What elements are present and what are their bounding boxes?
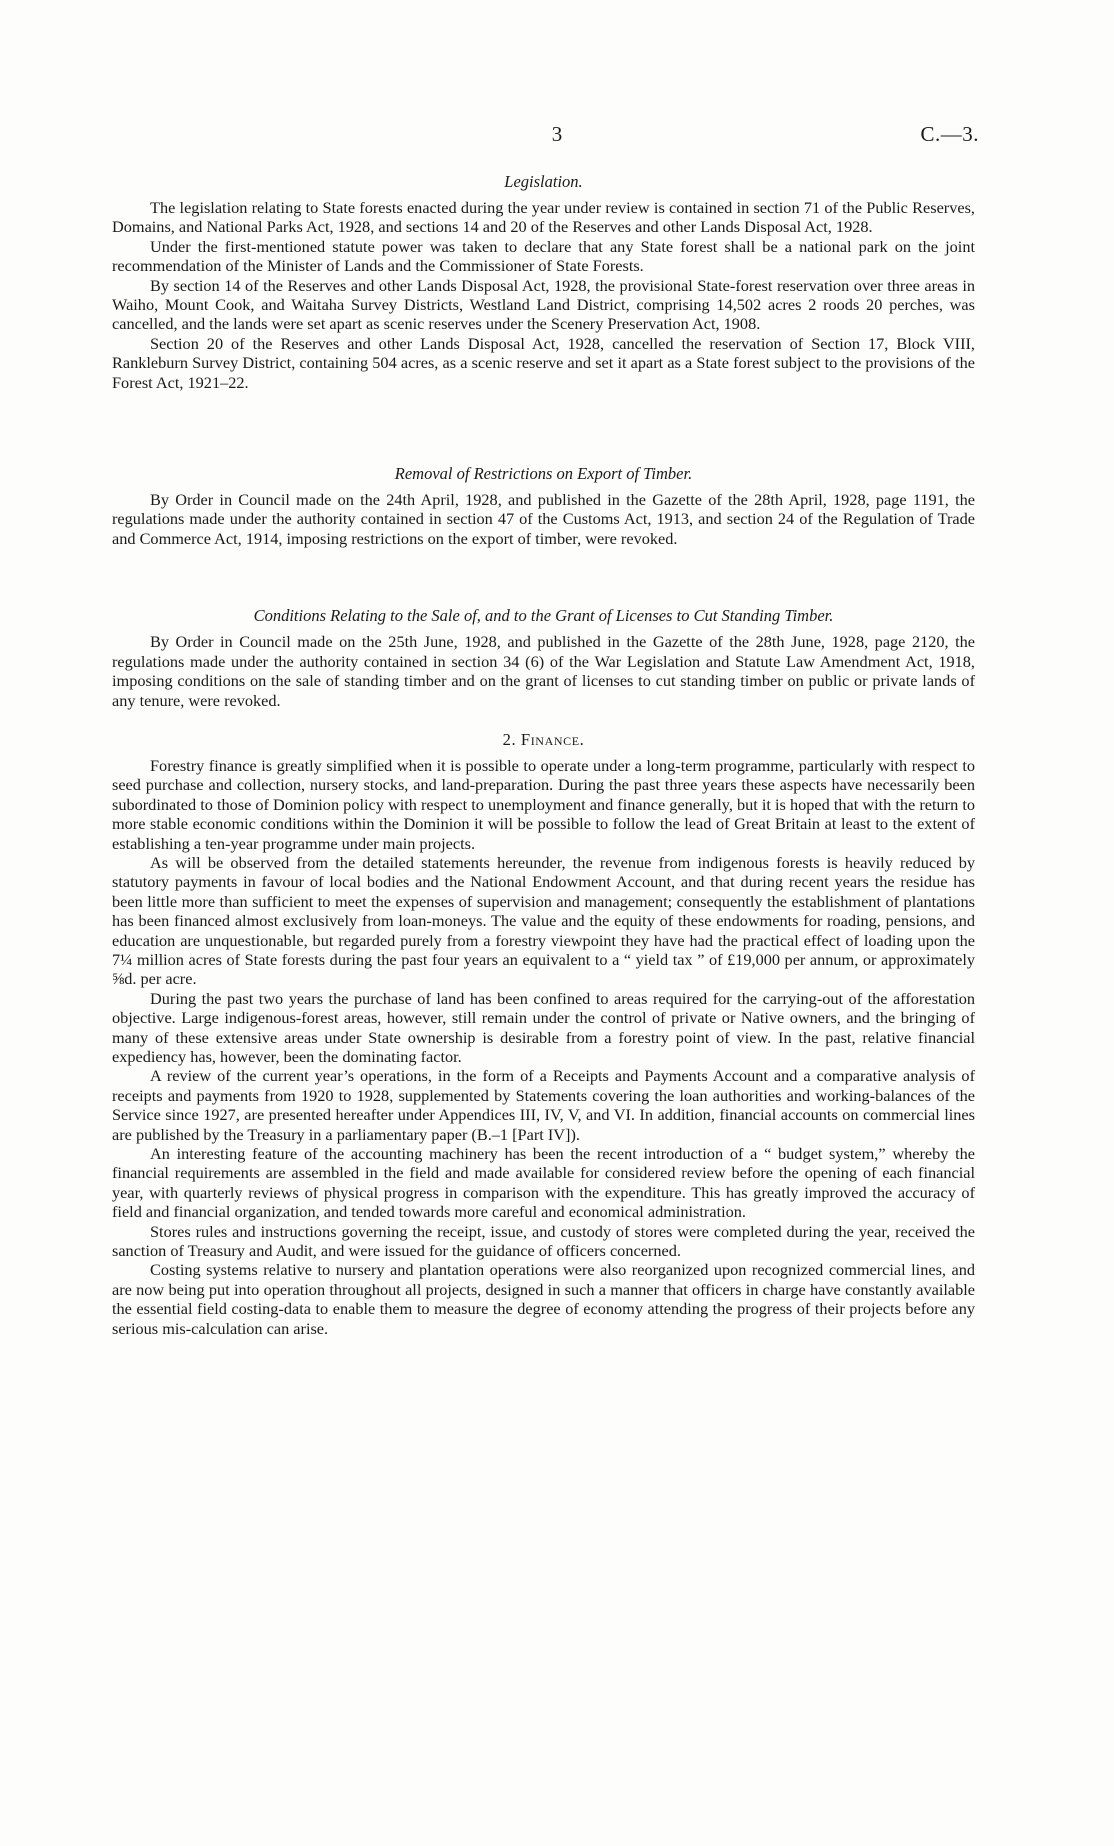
paragraph: The legislation relating to State forests enacted during the year under review is contained in section 71 of the Public Reserves, Domains, and National Parks Act, 1928, and sections 14 and 20 of the Reserves and other Lands Disposal Act, 1928.: [112, 198, 975, 237]
section-finance: [112, 730, 975, 1338]
paragraph: Costing systems relative to nursery and plantation operations were also reorganized upon recognized commercial lines, and are now being put into operation throughout all projects, designed in such a manner that officers in charge have constantly available the essential field costing-data to enable them to measure the degree of economy attending the progress of their projects before any serious mis-calculation can arise.: [112, 1260, 975, 1338]
paragraph: As will be observed from the detailed statements hereunder, the revenue from indigenous forests is heavily reduced by statutory payments in favour of local bodies and the National Endowment Account, and that during recent years the residue has been little more than sufficient to meet the expenses of supervision and management; consequently the establishment of plantations has been financed almost exclusively from loan-moneys. The value and the equity of these endowments for roading, pensions, and education are unquestionable, but regarded purely from a forestry viewpoint they have had the practical effect of loading upon the 7¼ million acres of State forests during the past four years an equivalent to a “ yield tax ” of £19,000 per annum, or approximately ⅝d. per acre.: [112, 852, 975, 989]
paragraph: A review of the current year’s operations, in the form of a Receipts and Payments Account and a comparative analysis of receipts and payments from 1920 to 1928, supplemented by Statements covering the loan authorities and working-balances of the Service since 1927, are presented hereafter under Appendices III, IV, V, and VI. In addition, financial accounts on commercial lines are published by the Treasury in a parliamentary paper (B.–1 [Part IV]).: [112, 1066, 975, 1144]
section-title-legislation: Legislation.: [504, 172, 583, 191]
section-conditions: [112, 606, 975, 710]
paragraph: Under the first-mentioned statute power was taken to declare that any State forest shall be a national park on the joint recommendation of the Minister of Lands and the Commissioner of State Forests.: [112, 236, 975, 276]
paragraph: By Order in Council made on the 24th April, 1928, and published in the Gazette of the 28th April, 1928, page 1191, the regulations made under the authority contained in section 47 of the Customs Act, 1913, and section 24 of the Regulation of Trade and Commerce Act, 1914, imposing restrictions on the export of timber, were revoked.: [112, 490, 975, 548]
paragraph: An interesting feature of the accounting machinery has been the recent introduction of a “ budget system,” whereby the financial requirements are assembled in the field and made available for considered review before the opening of each financial year, with quarterly reviews of physical progress in comparison with the expenditure. This has greatly improved the accuracy of field and financial organization, and tended towards more careful and economical administration.: [112, 1144, 975, 1222]
section-title-finance: 2. Finance.: [502, 729, 585, 749]
page-number: 3: [551, 122, 563, 146]
paragraph: Section 20 of the Reserves and other Lands Disposal Act, 1928, cancelled the reservation of Section 17, Block VIII, Rankleburn Survey District, containing 504 acres, as a scenic reserve and set it apart as a State forest subject to the provisions of the Forest Act, 1921–22.: [112, 333, 975, 392]
section-removal-of-restrictions: [112, 464, 975, 548]
paper-reference: C.—3.: [920, 122, 979, 146]
paragraph: During the past two years the purchase of land has been confined to areas required for the carrying-out of the afforestation objective. Large indigenous-forest areas, however, still remain under the control of private or Native owners, and the bringing of many of these extensive areas under State ownership is desirable from a forestry point of view. In the past, relative financial expediency has, however, been the dominating factor.: [112, 988, 975, 1066]
page-body: [112, 172, 975, 1338]
page-header: [0, 122, 1114, 152]
paragraph: Stores rules and instructions governing the receipt, issue, and custody of stores were completed during the year, received the sanction of Treasury and Audit, and were issued for the guidance of officers concerned.: [112, 1221, 975, 1261]
paragraph: By section 14 of the Reserves and other Lands Disposal Act, 1928, the provisional State-forest reservation over three areas in Waiho, Mount Cook, and Waitaha Survey Districts, Westland Land District, comprising 14,502 acres 2 roods 20 perches, was cancelled, and the lands were set apart as scenic reserves under the Scenery Preservation Act, 1908.: [112, 275, 975, 334]
section-legislation: [112, 172, 975, 392]
paragraph: Forestry finance is greatly simplified when it is possible to operate under a long-term programme, particularly with respect to seed purchase and collection, nursery stocks, and land-preparation. During the past three years these aspects have necessarily been subordinated to those of Dominion policy with respect to unemployment and finance generally, but it is hoped that with the return to more stable economic conditions within the Dominion it will be possible to follow the lead of Great Britain at least to the extent of establishing a ten-year programme under main projects.: [112, 755, 975, 853]
paragraph: By Order in Council made on the 25th June, 1928, and published in the Gazette of the 28th June, 1928, page 2120, the regulations made under the authority contained in section 34 (6) of the War Legislation and Statute Law Amendment Act, 1918, imposing conditions on the sale of standing timber and on the grant of licenses to cut standing timber on public or private lands of any tenure, were revoked.: [112, 632, 975, 710]
section-title-conditions: Conditions Relating to the Sale of, and to the Grant of Licenses to Cut Standing Timber.: [253, 606, 834, 626]
section-title-removal: Removal of Restrictions on Export of Timber.: [394, 464, 693, 484]
